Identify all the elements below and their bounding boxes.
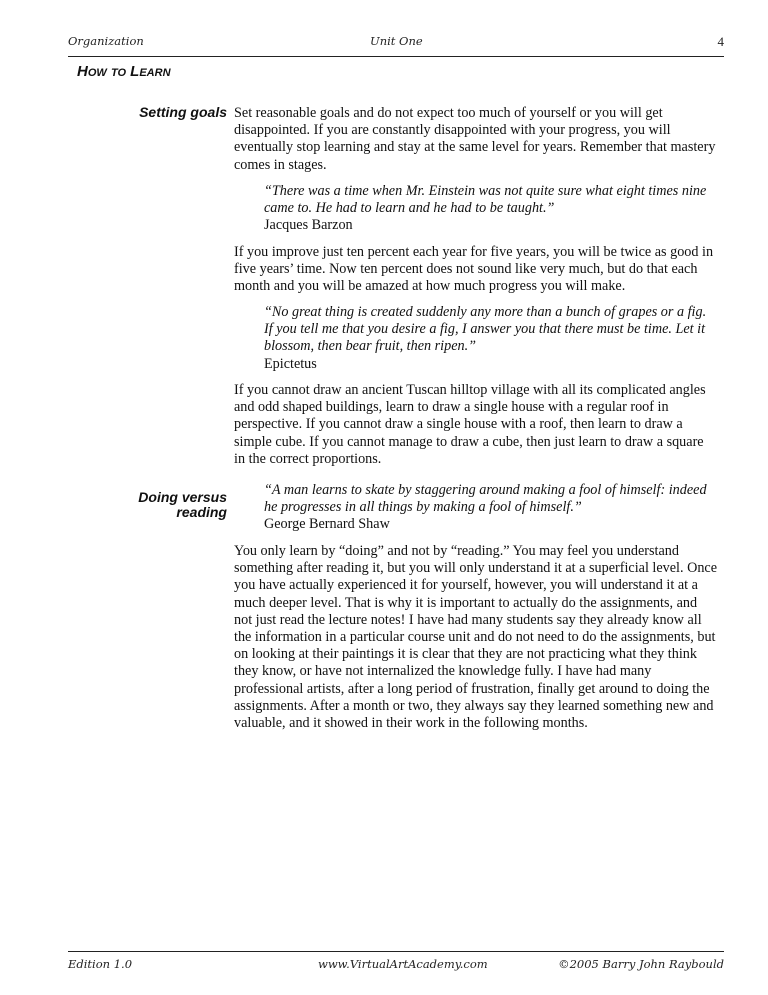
footer-edition: Edition 1.0 [68, 957, 133, 971]
sidehead-line: Doing versus [138, 489, 227, 505]
quote-author: Jacques Barzon [264, 217, 353, 234]
paragraph-doing-versus-reading [234, 543, 718, 732]
page-header [68, 34, 724, 57]
quote-epictetus [264, 304, 718, 373]
page-footer [68, 951, 724, 976]
quote-text: “A man learns to skate by staggering around making a fool of himself: indeed he progresses in all things by making a fool of himself.” [264, 482, 707, 516]
paragraph-setting-goals-1 [234, 105, 718, 174]
paragraph-text: You only learn by “doing” and not by “reading.” You may feel you understand something after reading it, but you will only understand it at a superficial level. Once you have actually experienced it for yourself, however, you will understand it at a much deeper level. That is why it is important to actually do the assignments, and not just read the lecture notes! I have had many students say they already know all the information in a particular course unit and do not need to do the assignments, but on looking at their paintings it is clear that they are not practicing what they think they know, or have not internalized the knowledge fully. I have had many professional artists, after a long period of frustration, finally get around to doing the assignments. After a month or two, they always say they learned something new and valuable, and it showed in their work in the following months. [234, 543, 718, 732]
paragraph-text: Set reasonable goals and do not expect too much of yourself or you will get disappointed. If you are constantly disappointed with your progress, you will eventually stop learning and stay at the same level for years. Remember that mastery comes in stages. [234, 105, 716, 173]
quote-text: “There was a time when Mr. Einstein was not quite sure what eight times nine came to. He had to learn and he had to be taught.” [264, 183, 707, 217]
footer-website: www.VirtualArtAcademy.com [318, 957, 488, 971]
paragraph-text: If you improve just ten percent each year for five years, you will be twice as good in five years’ time. Now ten percent does not sound like very much, but do that each month and you will be amazed at how much progress you will make. [234, 244, 714, 295]
paragraph-text: If you cannot draw an ancient Tuscan hilltop village with all its complicated angles and odd shaped buildings, learn to draw a single house with a regular roof in perspective. If you cannot draw a single house with a roof, then learn to draw a simple cube. If you cannot manage to draw a cube, then just learn to draw a square in the correct proportions. [234, 382, 706, 467]
quote-author: Epictetus [264, 355, 317, 372]
header-unit-name: Unit One [370, 34, 423, 48]
page-number: 4 [717, 34, 724, 49]
quote-einstein [264, 183, 718, 235]
paragraph-setting-goals-3 [234, 382, 718, 468]
sidehead-doing-versus-reading [87, 490, 227, 520]
paragraph-setting-goals-2 [234, 244, 718, 296]
sidehead-line: reading [176, 504, 227, 520]
quote-text: “No great thing is created suddenly any more than a bunch of grapes or a fig. If you tell me that you desire a fig, I answer you that there must be time. Let it blossom, then bear fruit, then ripen.” [264, 304, 707, 355]
sidehead-setting-goals: Setting goals [139, 104, 227, 120]
page-title [77, 63, 171, 80]
footer-copyright: ©2005 Barry John Raybould [558, 957, 724, 971]
quote-shaw [264, 482, 718, 534]
quote-author: George Bernard Shaw [264, 516, 390, 533]
page-title-text: How to Learn [77, 63, 171, 80]
header-section-name: Organization [68, 34, 144, 48]
